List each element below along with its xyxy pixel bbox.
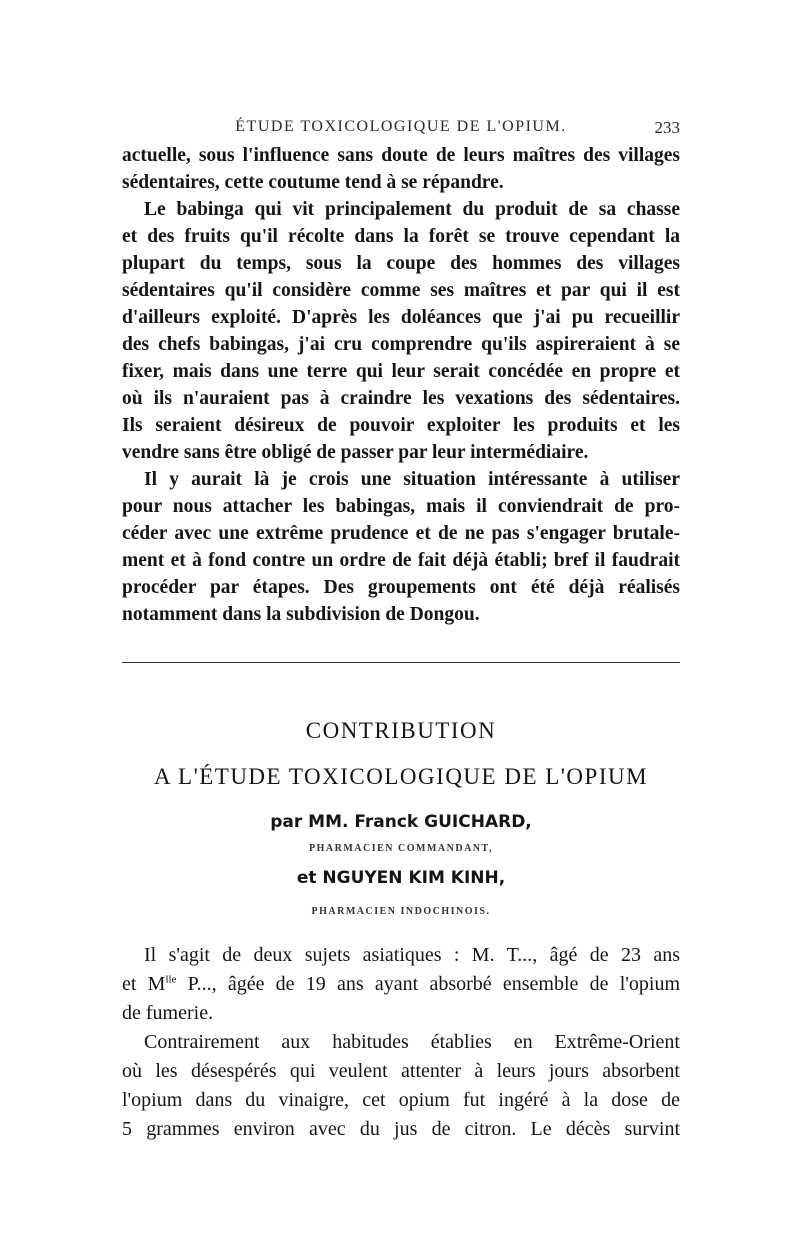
text-line: fixer, mais dans une terre qui leur serait concédée en propre et [122, 361, 680, 382]
running-head [122, 118, 680, 142]
text-line: ment et à fond contre un ordre de fait déjà établi; bref il faudrait [122, 550, 680, 571]
text-line: céder avec une extrême prudence et de ne pas s'engager brutale- [122, 523, 680, 544]
text-line: des chefs babingas, j'ai cru comprendre qu'ils aspireraient à se [122, 334, 680, 355]
text-line: 5 grammes environ avec du jus de citron. Le décès survint [122, 1118, 680, 1140]
text-line: où les désespérés qui veulent attenter à leurs jours absorbent [122, 1060, 680, 1082]
text-line: notamment dans la subdivision de Dongou. [122, 604, 480, 625]
text-fragment: et M [122, 973, 166, 995]
article-subtitle: A L'ÉTUDE TOXICOLOGIQUE DE L'OPIUM [153, 764, 649, 789]
text-line: Ils seraient désireux de pouvoir exploiter les produits et les [122, 415, 680, 436]
section-divider [122, 662, 680, 663]
text-line: l'opium dans du vinaigre, cet opium fut ingéré à la dose de [122, 1089, 680, 1111]
text-line: plupart du temps, sous la coupe des hommes des villages [122, 253, 680, 274]
continued-text-block [122, 142, 680, 628]
author-role-1: PHARMACIEN COMMANDANT, [309, 843, 493, 854]
author-line-1: par MM. Franck GUICHARD, [270, 812, 532, 832]
author-line-2: et NGUYEN KIM KINH, [296, 868, 506, 888]
text-line [122, 970, 680, 999]
article-body [122, 941, 680, 1144]
text-line: de fumerie. [122, 1002, 214, 1024]
author-role-2: PHARMACIEN INDOCHINOIS. [311, 906, 491, 917]
text-line: procéder par étapes. Des groupements ont été déjà réalisés [122, 577, 680, 598]
article-title: CONTRIBUTION [305, 718, 497, 743]
text-line: Le babinga qui vit principalement du produit de sa chasse [144, 199, 680, 220]
text-line: d'ailleurs exploité. D'après les doléances que j'ai pu recueillir [122, 307, 680, 328]
superscript: lle [165, 973, 177, 986]
text-line: Contrairement aux habitudes établies en Extrême-Orient [144, 1031, 680, 1053]
text-line: pour nous attacher les babingas, mais il conviendrait de pro- [122, 496, 680, 517]
text-line: actuelle, sous l'influence sans doute de leurs maîtres des villages [122, 145, 680, 166]
page-number: 233 [654, 118, 680, 137]
text-line: Il s'agit de deux sujets asiatiques : M. T..., âgé de 23 ans [144, 944, 680, 966]
text-line: sédentaires, cette coutume tend à se répandre. [122, 172, 504, 193]
text-line: vendre sans être obligé de passer par leur intermédiaire. [122, 442, 589, 463]
text-line: sédentaires qu'il considère comme ses maîtres et par qui il est [122, 280, 680, 301]
running-title: ÉTUDE TOXICOLOGIQUE DE L'OPIUM. [235, 118, 567, 135]
text-fragment: P..., âgée de 19 ans ayant absorbé ensemble de l'opium [176, 973, 680, 995]
text-line: et des fruits qu'il récolte dans la forêt se trouve cependant la [122, 226, 680, 247]
text-line: où ils n'auraient pas à craindre les vexations des sédentaires. [122, 388, 680, 409]
text-line: Il y aurait là je crois une situation intéressante à utiliser [144, 469, 680, 490]
